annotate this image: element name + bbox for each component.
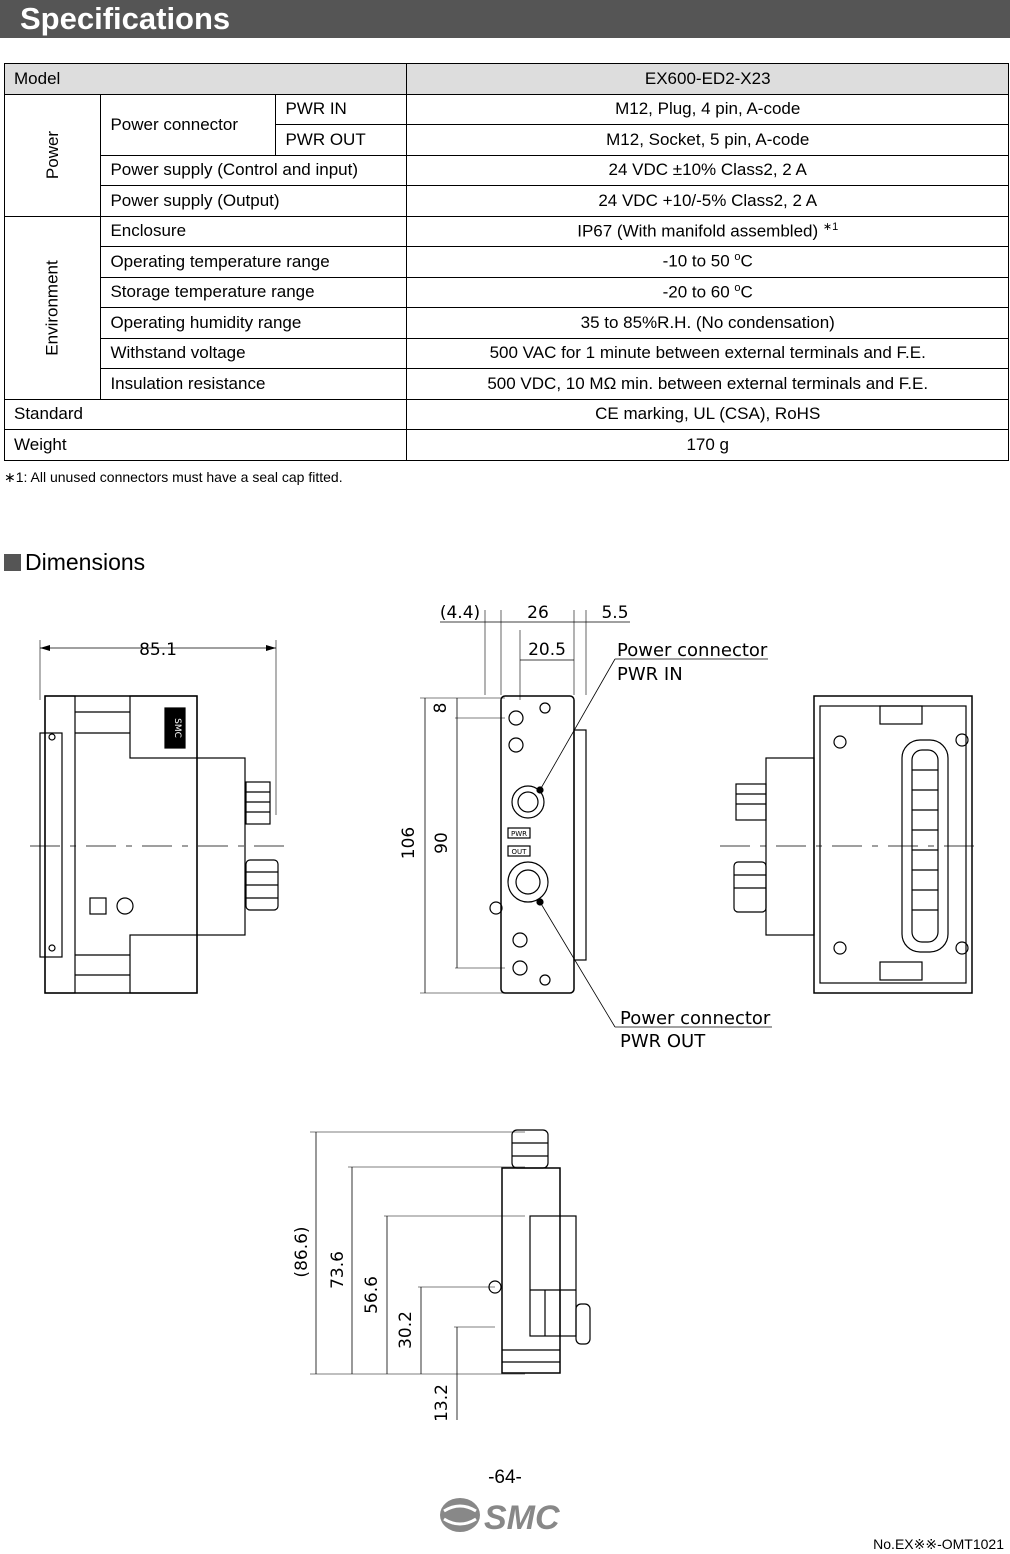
environment-group-cell bbox=[5, 216, 101, 399]
enclosure-cell bbox=[407, 216, 1009, 247]
dim-8: 8 bbox=[431, 702, 451, 714]
table-row bbox=[5, 186, 1009, 217]
standard-value: CE marking, UL (CSA), RoHS bbox=[407, 399, 1009, 430]
bottom-view bbox=[292, 1130, 590, 1422]
table-row bbox=[5, 64, 1009, 95]
dim-56-6: 56.6 bbox=[362, 1276, 382, 1314]
table-row bbox=[5, 277, 1009, 308]
weight-label: Weight bbox=[5, 430, 407, 461]
dimensions-heading-text: Dimensions bbox=[25, 549, 146, 575]
side-brand-mark: SMC bbox=[172, 718, 182, 738]
table-row bbox=[5, 247, 1009, 278]
enclosure-footnote-mark: ∗1 bbox=[822, 221, 839, 234]
front-view bbox=[399, 603, 772, 1052]
withstand-label: Withstand voltage bbox=[101, 338, 407, 369]
dim-85-1: 85.1 bbox=[139, 640, 177, 660]
specifications-table bbox=[4, 63, 1009, 461]
rear-view bbox=[720, 696, 980, 993]
pwr-out-label: PWR OUT bbox=[276, 125, 407, 156]
section-title-bar bbox=[0, 0, 1010, 38]
power-group-cell bbox=[5, 94, 101, 216]
pwr-out-value: M12, Socket, 5 pin, A-code bbox=[407, 125, 1009, 156]
table-row bbox=[5, 216, 1009, 247]
footnote: ∗1: All unused connectors must have a seal cap fitted. bbox=[4, 469, 343, 485]
front-out-tag: OUT bbox=[511, 848, 527, 856]
table-row bbox=[5, 338, 1009, 369]
insulation-label: Insulation resistance bbox=[101, 369, 407, 400]
celsius-unit: C bbox=[740, 252, 753, 272]
withstand-value: 500 VAC for 1 minute between external terminals and F.E. bbox=[407, 338, 1009, 369]
callout-connector-in: Power connector bbox=[617, 640, 768, 661]
dim-86-6: (86.6) bbox=[292, 1226, 312, 1278]
insulation-value: 500 VDC, 10 MΩ min. between external terminals and F.E. bbox=[407, 369, 1009, 400]
callout-pwr-out: PWR OUT bbox=[620, 1031, 706, 1052]
smc-logo-text: SMC bbox=[484, 1499, 560, 1537]
storage-temp-cell bbox=[407, 277, 1009, 308]
environment-group-label: Environment bbox=[42, 259, 62, 356]
section-title: Specifications bbox=[20, 1, 231, 36]
dim-106: 106 bbox=[399, 826, 419, 860]
storage-temp-label: Storage temperature range bbox=[101, 277, 407, 308]
power-connector-label: Power connector bbox=[101, 94, 276, 155]
op-temp-label: Operating temperature range bbox=[101, 247, 407, 278]
power-group-label: Power bbox=[42, 130, 62, 180]
dim-4-4: (4.4) bbox=[439, 603, 481, 623]
dimension-drawing bbox=[0, 590, 1010, 1450]
supply-control-value: 24 VDC ±10% Class2, 2 A bbox=[407, 155, 1009, 186]
table-row bbox=[5, 369, 1009, 400]
model-label: Model bbox=[5, 64, 407, 95]
dim-5-5: 5.5 bbox=[601, 603, 629, 623]
dim-90: 90 bbox=[432, 832, 452, 854]
weight-value: 170 g bbox=[407, 430, 1009, 461]
pwr-in-label: PWR IN bbox=[276, 94, 407, 125]
enclosure-label: Enclosure bbox=[101, 216, 407, 247]
callout-connector-out: Power connector bbox=[620, 1008, 771, 1029]
op-temp-cell bbox=[407, 247, 1009, 278]
table-row bbox=[5, 399, 1009, 430]
table-row bbox=[5, 430, 1009, 461]
dim-26: 26 bbox=[527, 603, 549, 623]
dimensions-heading bbox=[4, 549, 145, 576]
humidity-value: 35 to 85%R.H. (No condensation) bbox=[407, 308, 1009, 339]
humidity-label: Operating humidity range bbox=[101, 308, 407, 339]
degree-mark: o bbox=[734, 251, 741, 264]
table-row bbox=[5, 308, 1009, 339]
op-temp-value: -10 to 50 bbox=[662, 252, 735, 272]
dim-73-6: 73.6 bbox=[328, 1251, 348, 1289]
storage-temp-value: -20 to 60 bbox=[662, 282, 735, 302]
smc-logo bbox=[436, 1493, 576, 1542]
dim-13-2: 13.2 bbox=[432, 1384, 452, 1422]
front-pwr-tag: PWR bbox=[510, 830, 528, 838]
supply-output-label: Power supply (Output) bbox=[101, 186, 407, 217]
document-number: No.EX※※-OMT1021 bbox=[873, 1536, 1004, 1552]
page-number: -64- bbox=[488, 1467, 522, 1488]
pwr-in-value: M12, Plug, 4 pin, A-code bbox=[407, 94, 1009, 125]
model-value: EX600-ED2-X23 bbox=[407, 64, 1009, 95]
degree-mark: o bbox=[734, 281, 741, 294]
supply-control-label: Power supply (Control and input) bbox=[101, 155, 407, 186]
celsius-unit: C bbox=[740, 282, 753, 302]
side-view bbox=[30, 640, 290, 993]
dim-20-5: 20.5 bbox=[528, 640, 566, 660]
square-bullet-icon bbox=[4, 554, 21, 571]
table-row bbox=[5, 155, 1009, 186]
callout-pwr-in: PWR IN bbox=[617, 664, 683, 685]
smc-logo-icon bbox=[436, 1493, 576, 1537]
enclosure-value: IP67 (With manifold assembled) bbox=[577, 222, 823, 242]
table-row bbox=[5, 94, 1009, 125]
standard-label: Standard bbox=[5, 399, 407, 430]
dim-30-2: 30.2 bbox=[396, 1311, 416, 1349]
supply-output-value: 24 VDC +10/-5% Class2, 2 A bbox=[407, 186, 1009, 217]
